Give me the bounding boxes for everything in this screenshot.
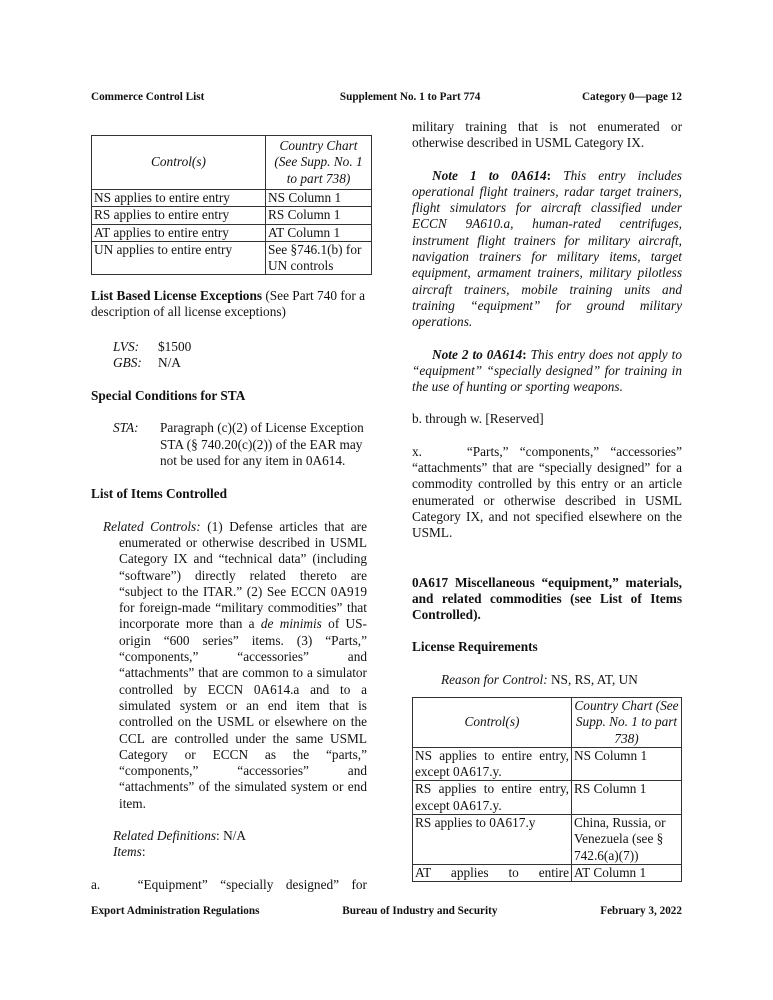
table-cell: NS Column 1 bbox=[266, 190, 372, 207]
item-b-w: b. through w. [Reserved] bbox=[412, 411, 544, 427]
table-cell: AT applies to entire bbox=[413, 864, 572, 881]
table-row bbox=[92, 190, 372, 207]
note-1-text: This entry includes operational flight trainers, radar target trainers, flight simulators for aircraft classified under ECCN 9A610.a, human-rated centrifuges, instrument flight trainers for military aircraft, navigation trainers for military items, target equipment, armament trainers, military pilotless aircraft trainers, mobile training units and training “equipment” for ground military operations. bbox=[412, 167, 682, 330]
items-heading: List of Items Controlled bbox=[91, 486, 228, 502]
note-2 bbox=[412, 347, 682, 396]
item-a: a. “Equipment” “specially designed” for bbox=[91, 876, 367, 892]
lvs-value: $1500 bbox=[158, 338, 192, 354]
header-left: Commerce Control List bbox=[91, 91, 205, 103]
table-cell: China, Russia, or Venezuela (see § 742.6(a)(7)) bbox=[572, 815, 682, 865]
page-footer bbox=[91, 905, 682, 917]
lble-note: (See Part 740 for a description of all license exceptions) bbox=[91, 288, 366, 320]
lvs-row bbox=[113, 339, 367, 355]
related-controls bbox=[91, 519, 367, 812]
table-cell: RS Column 1 bbox=[572, 781, 682, 815]
items-colon: : bbox=[141, 844, 146, 860]
related-controls-text-cont: of US-origin “600 series” items. (3) “Parts,” “components,” “accessories” and “attachments” that are common to a simulator controlled by ECCN 0A614.a and to a simulated system or an end item that is controlled on the USML or elsewhere on the CCL are controlled under the same USML Category or ECCN as the “parts,” “components,” “accessories” and “attachments” of the simulated system or end item. bbox=[119, 616, 367, 811]
note-2-colon: : bbox=[522, 346, 527, 362]
sta-text: Paragraph (c)(2) of License Exception STA (§ 740.20(c)(2)) of the EAR may not be used for any item in 0A614. bbox=[160, 420, 364, 469]
footer-right: February 3, 2022 bbox=[600, 905, 682, 917]
items-label: Items bbox=[113, 844, 142, 860]
related-controls-text: (1) Defense articles that are enumerated or otherwise described in USML Category IX and “technical data” (including “software”) directly related thereto are “subject to the ITAR.” (2) See ECCN 0A919 for foreign-made “military commodities” that incorporate more than a bbox=[119, 518, 367, 632]
lvs-label: LVS: bbox=[113, 338, 140, 354]
note-1-colon: : bbox=[546, 167, 552, 183]
table-row bbox=[92, 224, 372, 241]
table-cell: NS Column 1 bbox=[572, 747, 682, 781]
table-cell: UN applies to entire entry bbox=[92, 241, 266, 275]
item-a-cont: military training that is not enumerated or otherwise described in USML Category IX. bbox=[412, 119, 682, 151]
sta-heading: Special Conditions for STA bbox=[91, 388, 246, 404]
related-definitions bbox=[91, 828, 367, 844]
table-header-country-chart: Country Chart (See Supp. No. 1 to part 738) bbox=[266, 136, 372, 190]
table-cell: NS applies to entire entry bbox=[92, 190, 266, 207]
table-cell: See §746.1(b) for UN controls bbox=[266, 241, 372, 275]
sta-row bbox=[91, 420, 367, 469]
table-cell: AT applies to entire entry bbox=[92, 224, 266, 241]
note-2-label: Note 2 to 0A614 bbox=[432, 346, 523, 362]
reason-for-control bbox=[412, 672, 682, 688]
lble-section bbox=[91, 288, 367, 893]
footer-left: Export Administration Regulations bbox=[91, 905, 260, 917]
header-right: Category 0—page 12 bbox=[581, 91, 682, 103]
related-controls-label: Related Controls: bbox=[103, 518, 201, 534]
table-cell: RS applies to entire entry bbox=[92, 207, 266, 224]
gbs-label: GBS: bbox=[113, 354, 142, 370]
related-definitions-label: Related Definitions bbox=[113, 828, 217, 844]
de-minimis-term: de minimis bbox=[260, 616, 322, 632]
footer-center: Bureau of Industry and Security bbox=[342, 905, 498, 917]
table-header-controls: Control(s) bbox=[92, 136, 266, 190]
table-row bbox=[413, 815, 682, 865]
table-row bbox=[413, 781, 682, 815]
gbs-row bbox=[113, 355, 367, 371]
table-cell: RS applies to entire entry, except 0A617.y. bbox=[413, 781, 572, 815]
items-label-row bbox=[91, 844, 367, 860]
table-cell: NS applies to entire entry, except 0A617.y. bbox=[413, 747, 572, 781]
control-table-0a614 bbox=[91, 135, 372, 275]
control-table-0a617 bbox=[412, 697, 682, 882]
table-row bbox=[92, 241, 372, 275]
item-x: x. “Parts,” “components,” “accessories” “attachments” that are “specially designed” for a commodity controlled by this entry or an article enumerated or otherwise described in USML Category IX, and not specified elsewhere on the USML. bbox=[412, 443, 682, 541]
reason-label: Reason for Control: bbox=[441, 671, 548, 687]
lble-heading: List Based License Exceptions bbox=[91, 288, 263, 303]
table-row bbox=[92, 207, 372, 224]
sta-label: STA: bbox=[113, 420, 139, 436]
table-row bbox=[413, 864, 682, 881]
page-header bbox=[91, 91, 682, 103]
eccn-0a617-heading: 0A617 Miscellaneous “equipment,” materials, and related commodities (see List of Items Controlled). bbox=[412, 574, 682, 623]
note-1 bbox=[412, 168, 682, 331]
header-center: Supplement No. 1 to Part 774 bbox=[339, 91, 481, 103]
note-2-text: This entry does not apply to “equipment” “specially designed” for training in the use of hunting or sporting weapons. bbox=[412, 346, 682, 395]
related-definitions-value: : N/A bbox=[216, 828, 246, 844]
gbs-value: N/A bbox=[158, 354, 181, 370]
table-cell: RS applies to 0A617.y bbox=[413, 815, 572, 865]
table-cell: AT Column 1 bbox=[572, 864, 682, 881]
table-header-country-chart: Country Chart (See Supp. No. 1 to part 738) bbox=[572, 698, 682, 748]
table-cell: RS Column 1 bbox=[266, 207, 372, 224]
right-column bbox=[412, 119, 682, 688]
note-1-label: Note 1 to 0A614 bbox=[432, 167, 547, 183]
table-header-controls: Control(s) bbox=[413, 698, 572, 748]
license-requirements-heading: License Requirements bbox=[412, 639, 538, 655]
reason-value: NS, RS, AT, UN bbox=[547, 671, 638, 687]
table-row bbox=[413, 747, 682, 781]
table-cell: AT Column 1 bbox=[266, 224, 372, 241]
